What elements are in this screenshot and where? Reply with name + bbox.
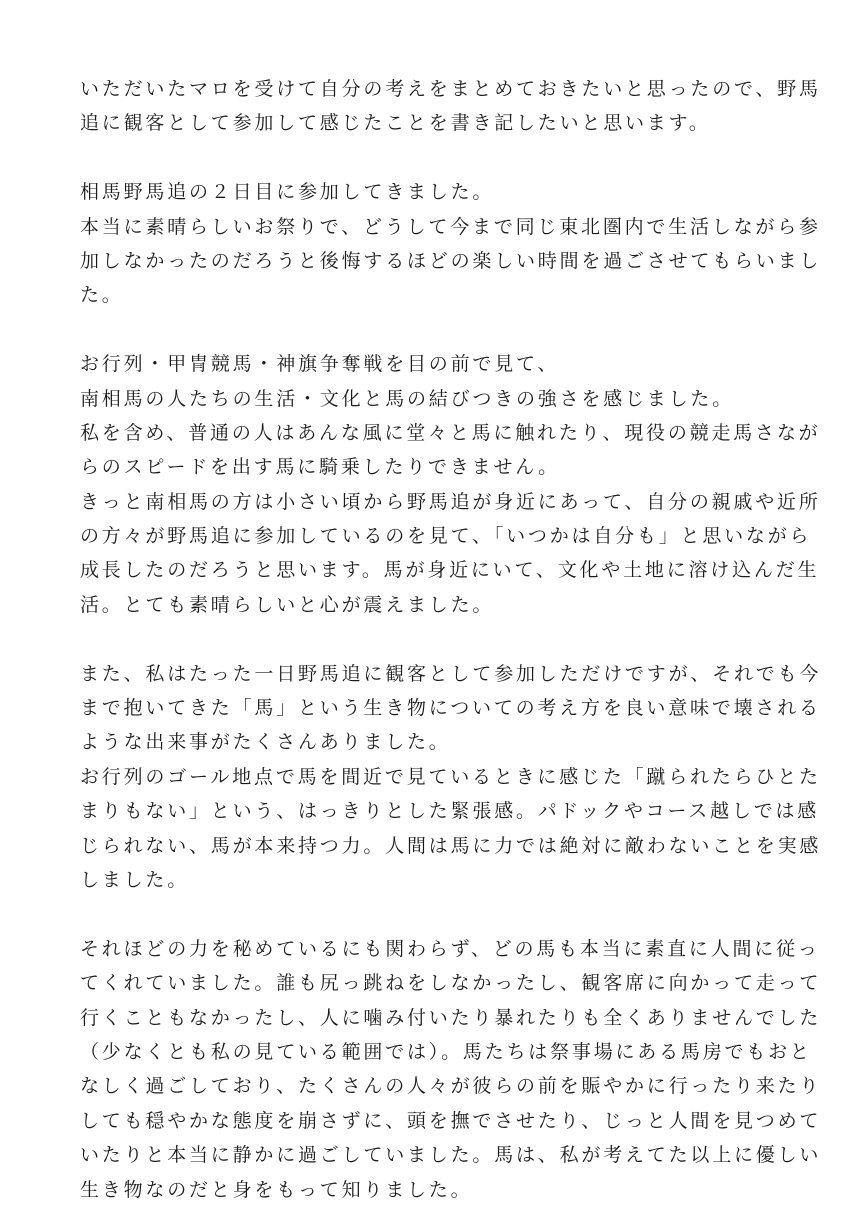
paragraph-gap	[80, 897, 780, 931]
text-line: きっと南相馬の方は小さい頃から野馬追が身近にあって、自分の親戚や近所	[80, 490, 821, 513]
text-line: なしく過ごしており、たくさんの人々が彼らの前を賑やかに行ったり来たり	[80, 1075, 822, 1098]
text-line: しました。	[80, 868, 190, 891]
paragraph-gap	[80, 141, 780, 175]
text-line: てくれていました。誰も尻っ跳ねをしなかったし、観客席に向かって走って	[80, 972, 822, 995]
text-line: いただいたマロを受けて自分の考えをまとめておきたいと思ったので、野馬	[80, 78, 821, 100]
text-line: らのスピードを出す馬に騎乗したりできません。	[80, 456, 560, 479]
text-line: ような出来事がたくさんありました。	[80, 731, 451, 754]
paragraph-gap	[80, 313, 780, 347]
text-line: 相馬野馬追の２日目に参加してきました。	[80, 181, 495, 204]
document-body	[80, 72, 822, 1207]
text-line: 活。とても素晴らしいと心が震えました。	[80, 593, 495, 616]
text-line: いたりと本当に静かに過ごしていました。馬は、私が考えてた以上に優しい	[80, 1144, 822, 1167]
text-line: まで抱いてきた「馬」という生き物についての考え方を良い意味で壊される	[80, 697, 821, 720]
text-line: （少なくとも私の見ている範囲では）。馬たちは祭事場にある馬房でもおと	[80, 1040, 812, 1063]
text-line: 生き物なのだと身をもって知りました。	[80, 1178, 473, 1201]
text-line: 南相馬の人たちの生活・文化と馬の結びつきの強さを感じました。	[80, 387, 735, 410]
paragraph-1	[80, 72, 821, 141]
text-line: 私を含め、普通の人はあんな風に堂々と馬に触れたり、現役の競走馬さなが	[80, 421, 821, 444]
text-line: た。	[80, 284, 124, 307]
text-line: 追に観客として参加して感じたことを書き記したいと思います。	[80, 112, 711, 135]
paragraph-gap	[80, 622, 780, 656]
text-line: の方々が野馬追に参加しているのを見て、「いつかは自分も」と思いながら	[80, 525, 812, 548]
text-line: それほどの力を秘めているにも関わらず、どの馬も本当に素直に人間に従っ	[80, 937, 820, 960]
text-line: 成長したのだろうと思います。馬が身近にいて、文化や土地に溶け込んだ生	[80, 559, 820, 582]
paragraph-5	[80, 932, 822, 1207]
text-line: お行列・甲冑競馬・神旗争奪戦を目の前で見て、	[80, 353, 560, 376]
text-line: 行くこともなかったし、人に噛み付いたり暴れたりも全くありませんでした	[80, 1006, 822, 1029]
text-line: また、私はたった一日野馬追に観客として参加しただけですが、それでも今	[80, 662, 822, 685]
text-line: 本当に素晴らしいお祭りで、どうして今まで同じ東北圏内で生活しながら参	[80, 215, 821, 238]
paragraph-4	[80, 657, 822, 898]
text-line: まりもない」という、はっきりとした緊張感。パドックやコース越しでは感	[80, 800, 820, 823]
paragraph-2	[80, 175, 822, 313]
paragraph-3	[80, 347, 821, 622]
text-line: お行列のゴール地点で馬を間近で見ているときに感じた「蹴られたらひとた	[80, 765, 821, 788]
text-line: しても穏やかな態度を崩さずに、頭を撫でさせたり、じっと人間を見つめて	[80, 1109, 822, 1132]
text-line: じられない、馬が本来持つ力。人間は馬に力では絶対に敵わないことを実感	[80, 834, 822, 857]
text-line: 加しなかったのだろうと後悔するほどの楽しい時間を過ごさせてもらいまし	[80, 249, 822, 272]
